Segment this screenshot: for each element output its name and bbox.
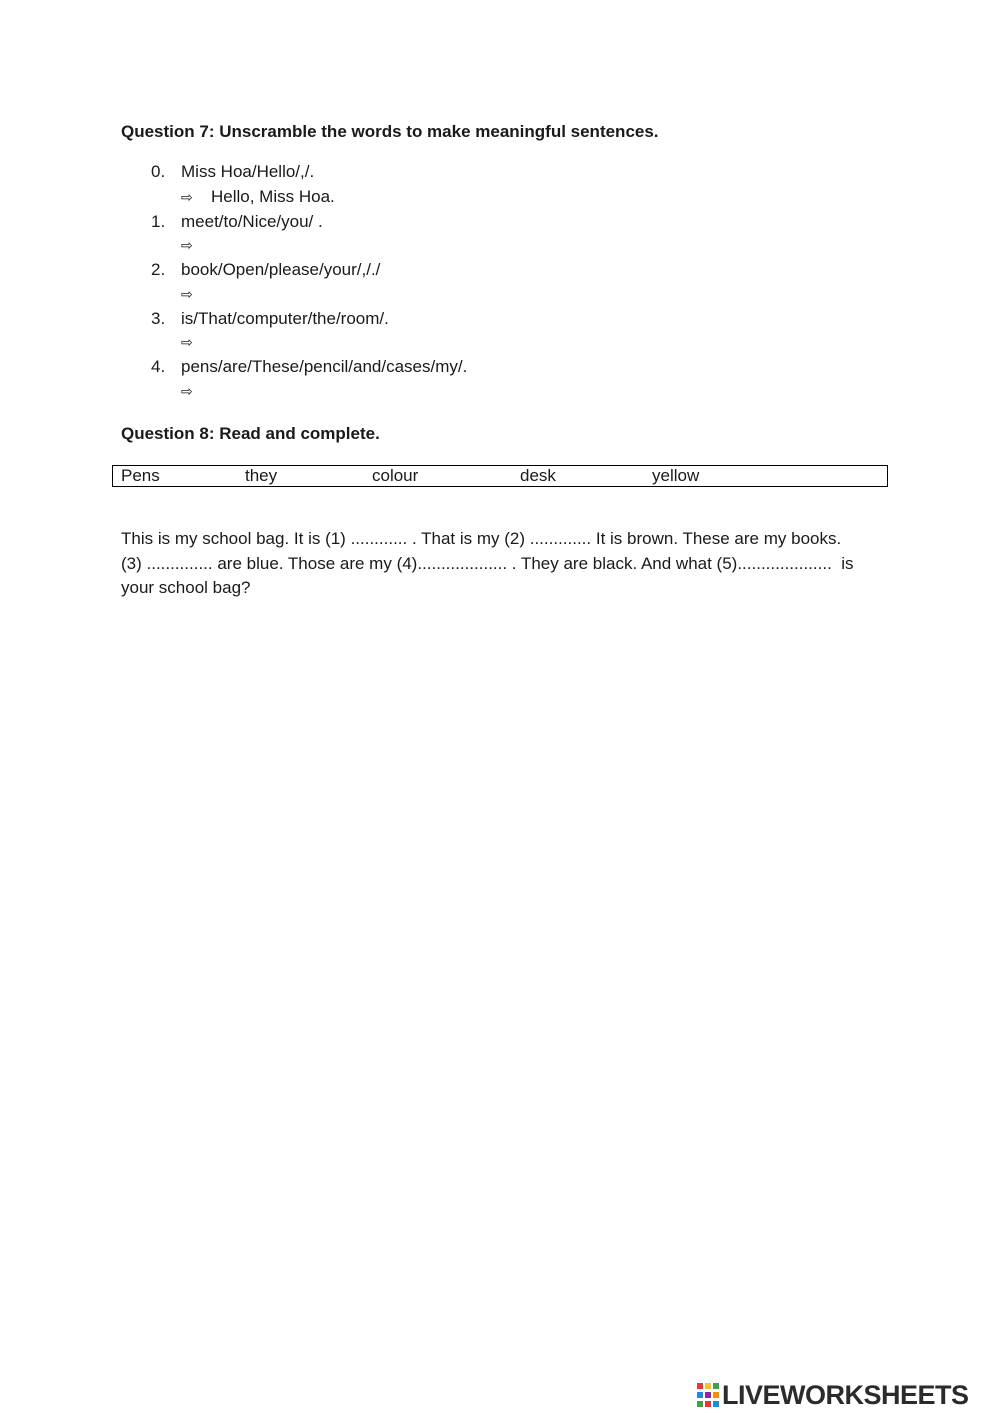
item-1-text: meet/to/Nice/you/ . [181,212,323,231]
item-2-number: 2. [151,260,166,279]
item-2-text: book/Open/please/your/,/./ [181,260,381,279]
item-3-answer-field[interactable] [211,332,811,352]
item-2-arrow-icon: ⇨ [181,286,193,302]
word-bank-item: they [245,466,278,485]
item-4-answer-field[interactable] [211,381,811,401]
liveworksheets-logo-icon [697,1383,719,1407]
item-4-arrow-icon: ⇨ [181,383,193,399]
passage-text: This is my school bag. It is (1) ............ . That is my (2) ............. It is brown. These are my books. (3) .............. are blue. Those are my (4)................... . They are black. And what (5).................... is your school bag? [121,529,859,597]
question-7-title: Question 7: Unscramble the words to make meaningful sentences. [121,122,659,141]
word-bank [112,465,888,487]
item-1-number: 1. [151,212,166,231]
word-bank-item: yellow [652,466,700,485]
word-bank-item: desk [520,466,556,485]
question-8-title: Question 8: Read and complete. [121,424,380,443]
item-3-arrow-icon: ⇨ [181,334,193,350]
liveworksheets-logo [697,1380,969,1410]
item-0-text: Miss Hoa/Hello/,/. [181,162,315,181]
item-3-number: 3. [151,309,166,328]
item-1-answer-field[interactable] [211,235,811,255]
item-1-arrow-icon: ⇨ [181,237,193,253]
item-3-text: is/That/computer/the/room/. [181,309,389,328]
item-4-text: pens/are/These/pencil/and/cases/my/. [181,357,468,376]
word-bank-item: colour [372,466,419,485]
item-0-arrow-icon: ⇨ [181,189,193,205]
item-0-answer: Hello, Miss Hoa. [211,187,335,206]
reading-passage [121,527,861,601]
item-4-number: 4. [151,357,166,376]
liveworksheets-logo-text: LIVEWORKSHEETS [722,1380,969,1410]
item-2-answer-field[interactable] [211,284,811,304]
item-0-number: 0. [151,162,166,181]
word-bank-item: Pens [121,466,160,485]
